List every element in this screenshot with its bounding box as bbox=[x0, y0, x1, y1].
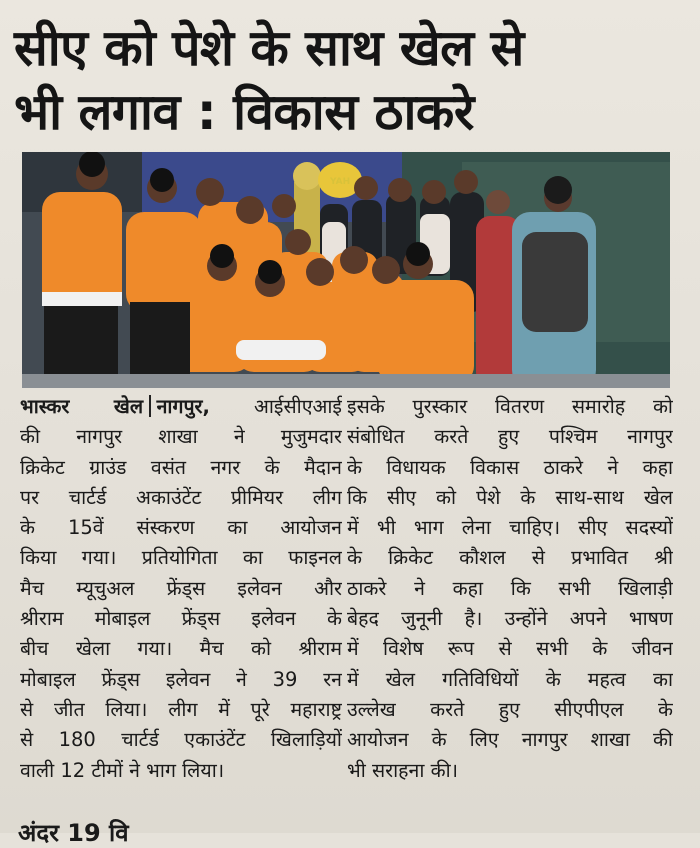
article-text-line: में विशेष रूप से सभी के जीवन bbox=[347, 637, 673, 661]
article-text-line: कि सीए को पेशे के साथ-साथ खेल bbox=[347, 485, 673, 509]
article-text-line: क्रिकेट ग्राउंड वसंत नगर के मैदान bbox=[20, 455, 342, 479]
article-text-line: उल्लेख करते हुए सीएपीएल के bbox=[347, 697, 673, 721]
team-photo-image bbox=[22, 152, 670, 388]
article-text-line: आईसीएआई bbox=[253, 395, 342, 418]
headline-line-1: सीए को पेशे के साथ खेल से bbox=[14, 19, 524, 77]
dateline-city: नागपुर, bbox=[156, 395, 210, 418]
article-text-line: श्रीराम मोबाइल फ्रेंड्स इलेवन के bbox=[20, 607, 342, 631]
article-text-line: आयोजन के लिए नागपुर शाखा की bbox=[347, 728, 673, 752]
article-text-line: भी सराहना की। bbox=[347, 758, 459, 782]
article-text-line: ठाकरे ने कहा कि सभी खिलाड़ी bbox=[347, 576, 673, 600]
article-text-line: मोबाइल फ्रेंड्स इलेवन ने 39 रन bbox=[20, 667, 342, 691]
article-text-line: वाली 12 टीमों ने भाग लिया। bbox=[20, 758, 225, 782]
article-text-line: से 180 चार्टर्ड एकाउंटेंट खिलाड़ियों bbox=[20, 728, 342, 752]
headline bbox=[14, 16, 686, 144]
article-text-line: के क्रिकेट कौशल से प्रभावित श्री bbox=[347, 546, 673, 570]
next-article-cut-off-text: अंदर 19 वि bbox=[18, 819, 129, 847]
article-text-line: पर चार्टर्ड अकाउंटेंट प्रीमियर लीग bbox=[20, 485, 342, 509]
article-text-line: की नागपुर शाखा ने मुजुमदार bbox=[20, 425, 342, 449]
article-text-line: किया गया। प्रतियोगिता का फाइनल bbox=[20, 546, 342, 570]
dateline-line bbox=[20, 392, 342, 422]
article-text-line: के 15वें संस्करण का आयोजन bbox=[20, 516, 342, 540]
article-text-line: बेहद जुनूनी है। उन्होंने अपने भाषण bbox=[347, 607, 673, 631]
article-left-column bbox=[20, 392, 342, 786]
headline-line-2: भी लगाव : विकास ठाकरे bbox=[14, 83, 474, 141]
article-text-line: में खेल गतिविधियों के महत्व का bbox=[347, 667, 673, 691]
article-text-line: मैच म्यूचुअल फ्रेंड्स इलेवन और bbox=[20, 576, 342, 600]
article-text-line: बीच खेला गया। मैच को श्रीराम bbox=[20, 637, 342, 661]
dateline-source: भास्कर खेल bbox=[20, 395, 144, 418]
banner-text: YAH bbox=[330, 177, 351, 187]
article-text-line: संबोधित करते हुए पश्चिम नागपुर bbox=[347, 425, 673, 449]
article-right-column bbox=[347, 392, 673, 786]
team-photo bbox=[22, 152, 670, 388]
article-text-line: से जीत लिया। लीग में पूरे महाराष्ट्र bbox=[20, 697, 342, 721]
article-text-line: के विधायक विकास ठाकरे ने कहा bbox=[347, 455, 673, 479]
dateline-separator bbox=[149, 395, 151, 417]
article-text-line: में भी भाग लेना चाहिए। सीए सदस्यों bbox=[347, 516, 673, 540]
article-text-line: इसके पुरस्कार वितरण समारोह को bbox=[347, 395, 673, 418]
